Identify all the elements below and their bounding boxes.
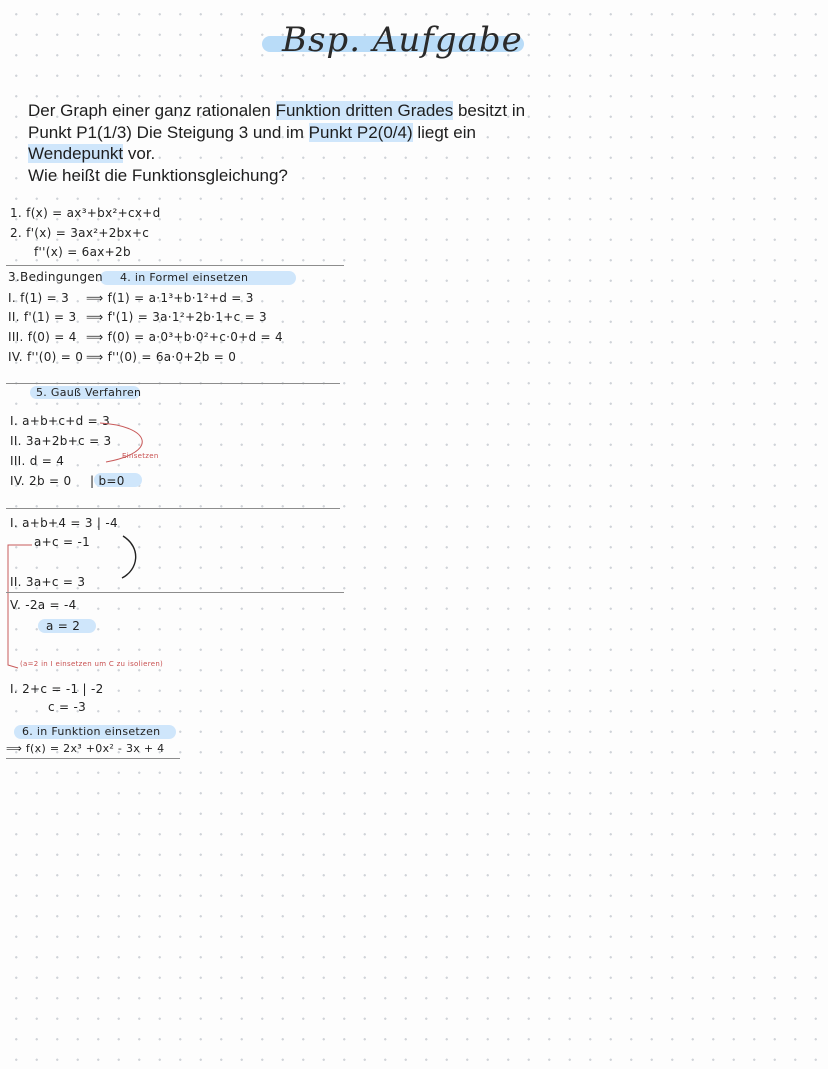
condition-2: II. f'(1) = 3: [8, 310, 77, 324]
divider: [6, 592, 344, 593]
task-part4: liegt ein: [412, 122, 476, 142]
first-derivative: 2. f'(x) = 3ax²+2bx+c: [10, 226, 150, 240]
second-derivative: f''(x) = 6ax+2b: [34, 245, 131, 259]
condition-1: I. f(1) = 3: [8, 291, 70, 305]
gauss-eq-1: I. a+b+c+d = 3: [10, 414, 111, 428]
substitution-1: ⟹ f(1) = a·1³+b·1²+d = 3: [86, 291, 254, 305]
condition-3: III. f(0) = 4: [8, 330, 77, 344]
condition-4: IV. f''(0) = 0: [8, 350, 84, 364]
substitution-note: (a=2 in I einsetzen um C zu isolieren): [20, 660, 164, 668]
step-4: I. 2+c = -1 | -2: [10, 682, 104, 696]
task-part2: besitzt in: [453, 101, 526, 120]
divider: [6, 508, 340, 509]
result-underline: [6, 758, 180, 759]
gauss-heading: 5. Gauß Verfahren: [36, 386, 142, 399]
step-3: V. -2a = -4: [10, 598, 77, 612]
gauss-eq-3: III. d = 4: [10, 454, 65, 468]
step-3b: a = 2: [46, 619, 81, 633]
substitution-2: ⟹ f'(1) = 3a·1²+2b·1+c = 3: [86, 310, 267, 324]
task-highlight-point: Punkt P2(0/4): [308, 122, 413, 142]
step-4b: c = -3: [48, 700, 87, 714]
insert-note: Einsetzen: [122, 452, 159, 460]
step-1: I. a+b+4 = 3 | -4: [10, 516, 118, 530]
gauss-eq-4: IV. 2b = 0: [10, 474, 72, 488]
gauss-eq-2: II. 3a+2b+c = 3: [10, 434, 112, 448]
task-highlight-function: Funktion dritten Grades: [275, 101, 454, 120]
task-question: Wie heißt die Funktionsgleichung?: [28, 165, 288, 185]
brace: [122, 536, 136, 578]
substitution-4: ⟹ f''(0) = 6a·0+2b = 0: [86, 350, 237, 364]
task-part3: Punkt P1(1/3) Die Steigung 3 und im: [28, 122, 309, 142]
task-part5: vor.: [123, 144, 156, 164]
task-highlight-inflection: Wendepunkt: [28, 144, 124, 164]
step-1b: a+c = -1: [34, 535, 91, 549]
final-heading: 6. in Funktion einsetzen: [22, 725, 161, 738]
insert-heading: 4. in Formel einsetzen: [120, 271, 249, 284]
page-title: Bsp. Aufgabe: [282, 20, 523, 60]
function-general: 1. f(x) = ax³+bx²+cx+d: [10, 206, 161, 220]
task-part1: Der Graph einer ganz rationalen: [28, 101, 276, 120]
gauss-eq-4-result: | b=0: [90, 474, 125, 488]
final-result: ⟹ f(x) = 2x³ +0x² - 3x + 4: [6, 742, 165, 755]
conditions-heading: 3.Bedingungen: [8, 270, 103, 284]
substitution-3: ⟹ f(0) = a·0³+b·0²+c·0+d = 4: [86, 330, 283, 344]
step-2: II. 3a+c = 3: [10, 575, 86, 589]
insert-arrow: [100, 423, 142, 462]
